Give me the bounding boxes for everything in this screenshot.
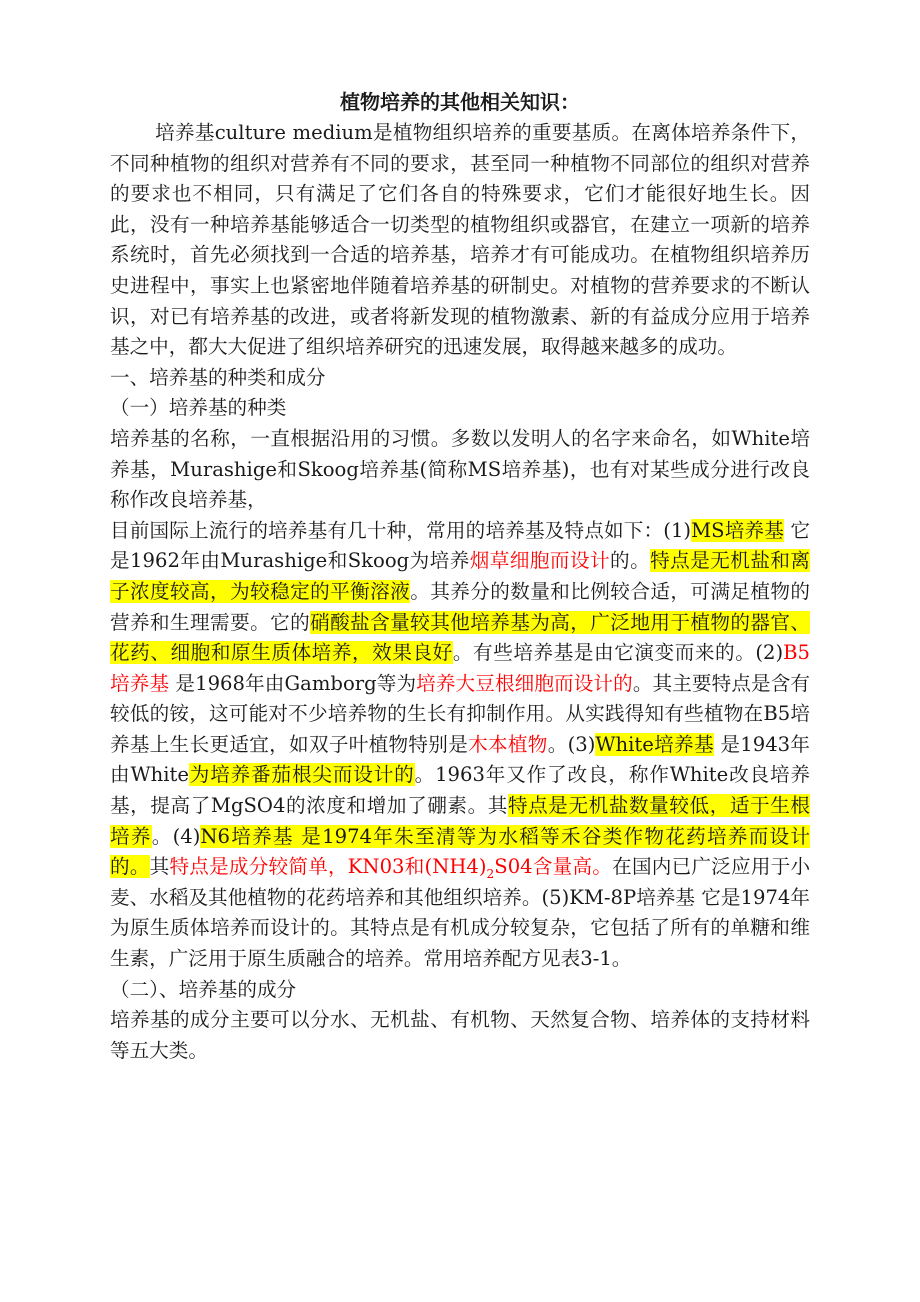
white-feature: 特点是无机盐数量较低，适于生根培养 [110,794,811,848]
b5-text-2: 。其主要特点是含有较低的铵，这可能对不少培养物的生长有抑制作用。从实践得知有些植物在B5培养基上生长更适宜，如双子叶植物特别是 [110,671,811,756]
ms-origin: 它是1962年由Murashige和Skoog为培养 [110,518,810,573]
b5-text-3: 。 [547,732,568,756]
b5-origin: 是1968年由Gamborg等为 [169,671,417,695]
n6-feature-2: S04含量高。 [494,855,613,879]
media-lead: 目前国际上流行的培养基有几十种，常用的培养基及特点如下： [110,518,664,542]
n6-subscript: 2 [486,867,495,882]
white-text-2: 。1963年又作了改良，称作White改良培养基，提高了MgSO4的浓度和增加了硼素。其 [110,763,811,818]
ms-nitrate: 硝酸盐含量较其他培养基为高，广泛地用于植物的器官、花药、细胞和原生质体培养，效果良好 [110,610,811,665]
subsection-heading: （一）培养基的种类 [110,396,287,420]
ms-text-2: 的。 [610,549,651,573]
n6-number: (4) [172,824,201,848]
ms-purpose: 烟草细胞而设计 [469,549,611,573]
ms-feature: 特点是无机盐和离子浓度较高，为较稳定的平衡溶液 [110,549,811,603]
white-origin: 是1943年由White [110,732,811,787]
b5-purpose: 培养大豆根细胞而设计的 [416,671,633,695]
section-heading: 一、培养基的种类和成分 [110,365,326,389]
n6-text-1: 其 [149,855,170,879]
subsection-heading-components: （二）、培养基的成分 [110,977,297,1001]
page-title: 植物培养的其他相关知识： [340,90,580,114]
intro-paragraph: 培养基culture medium是植物组织培养的重要基质。在离体培养条件下，不同种植物的组织对营养有不同的要求，甚至同一种植物不同部位的组织对营养的要求也不相同，只有满足了它们各自的特殊要求，它们才能很好地生长。因此，没有一种培养基能够适合一切类型的植物组织或器官，在建立一项新的培养系统时，首先必须找到一合适的培养基，培养才有可能成功。在植物组织培养历史进程中，事实上也紧密地伴随着培养基的研制史。对植物的营养要求的不断认识，对已有培养基的改进，或者将新发现的植物激素、新的有益成分应用于培养基之中，都大大促进了组织培养研究的迅速发展，取得越来越多的成功。 [110,121,810,359]
n6-feature-1: 特点是成分较简单，KN03和(NH4) [169,855,487,879]
ms-text-4: 。有些培养基是由它演变而来的。 [452,641,756,665]
n6-text-2: 在国内已广泛应用于小麦、水稻及其他植物的花药培养和其他组织培养。 [110,855,811,909]
white-number: (3) [567,732,596,756]
document-body [110,118,810,1066]
km8p-text: (5)KM-8P培养基 它是1974年为原生质体培养而设计的。其特点是有机成分较复杂，它包括了所有的单糖和维生素，广泛用于原生质融合的培养。常用培养配方见表3-1。 [110,885,810,971]
b5-woody-plants: 木本植物 [468,732,548,756]
white-purpose: 为培养番茄根尖而设计的 [188,763,415,787]
b5-number: (2) [755,641,784,665]
n6-description: N6培养基 是1974年朱至清等为水稻等禾谷类作物花药培养而设计的。 [110,824,811,879]
b5-name: B5培养基 [110,641,811,695]
media-paragraph [110,516,810,975]
components-paragraph: 培养基的成分主要可以分水、无机盐、有机物、天然复合物、培养体的支持材料等五大类。 [110,1008,810,1062]
naming-paragraph: 培养基的名称，一直根据沿用的习惯。多数以发明人的名字来命名，如White培养基，Murashige和Skoog培养基(简称MS培养基)，也有对某些成分进行改良称作改良培养基， [110,426,810,512]
white-name: White培养基 [595,732,714,756]
white-text-3: 。 [151,824,173,848]
ms-text-3: 。其养分的数量和比例较合适，可满足植物的营养和生理需要。它的 [110,579,811,634]
ms-number: (1) [663,518,692,542]
ms-name: MS培养基 [691,518,784,542]
